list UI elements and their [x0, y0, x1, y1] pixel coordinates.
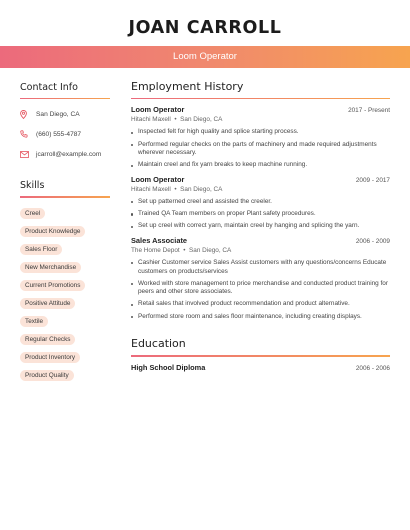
- contact-divider: [20, 98, 110, 99]
- skill-pill: Current Promotions: [20, 280, 85, 291]
- job-dates: 2006 - 2009: [355, 237, 390, 245]
- job-bullet: Maintain creel and fix yarn breaks to keep machine running.: [131, 161, 390, 170]
- job-title: Loom Operator: [131, 105, 185, 115]
- phone-icon: [20, 129, 36, 139]
- left-column: [20, 82, 110, 382]
- skill-pill: Product Inventory: [20, 352, 80, 363]
- location-text: San Diego, CA: [36, 110, 80, 118]
- skills-divider: [20, 196, 110, 197]
- skill-pill: Product Knowledge: [20, 226, 85, 237]
- education-list: [131, 363, 390, 372]
- job-bullet: Trained QA Team members on proper Plant safety procedures.: [131, 210, 390, 219]
- email-text[interactable]: jcarroll@example.com: [36, 150, 102, 158]
- envelope-icon: [20, 149, 36, 159]
- employment-divider: [131, 98, 390, 99]
- job-bullet: Inspected felt for high quality and splice starting process.: [131, 128, 390, 137]
- job-employer: [131, 186, 390, 193]
- phone-text: (660) 555-4787: [36, 130, 82, 138]
- job-bullets: [131, 198, 390, 231]
- skill-row: [20, 328, 110, 346]
- skill-row: [20, 202, 110, 220]
- job-header: [131, 105, 390, 114]
- job-bullet: Performed regular checks on the parts of machinery and made required adjustments wherever necessary.: [131, 141, 390, 158]
- job-entry: [131, 105, 390, 170]
- skill-pill: Regular Checks: [20, 334, 75, 345]
- job-employer: [131, 247, 390, 254]
- job-header: [131, 175, 390, 184]
- job-bullets: [131, 128, 390, 170]
- skill-row: [20, 220, 110, 238]
- job-location: San Diego, CA: [189, 246, 232, 254]
- job-bullet: Set up creel with correct yarn, maintain creel by hanging and splicing the yarn.: [131, 222, 390, 231]
- job-location: San Diego, CA: [180, 185, 223, 193]
- skills-heading: Skills: [20, 180, 45, 192]
- job-company: Hitachi Maxell: [131, 185, 171, 193]
- job-title: Sales Associate: [131, 235, 188, 245]
- job-bullet: Worked with store management to price merchandise and conducted product training for peers and other store associates.: [131, 280, 390, 297]
- job-title: Loom Operator: [131, 174, 185, 184]
- skill-pill: Product Quality: [20, 370, 74, 381]
- contact-location: [20, 109, 110, 119]
- skill-row: [20, 256, 110, 274]
- job-header: [131, 236, 390, 245]
- job-bullets: [131, 259, 390, 321]
- education-heading: Education: [131, 337, 186, 351]
- employment-heading: Employment History: [131, 80, 244, 93]
- job-entry: [131, 175, 390, 231]
- education-section: [131, 337, 390, 371]
- skill-row: [20, 292, 110, 310]
- skill-pill: New Merchandise: [20, 262, 81, 273]
- job-bullet: Retail sales that involved product recommendation and product alternative.: [131, 300, 390, 309]
- skill-row: [20, 346, 110, 364]
- job-company: Hitachi Maxell: [131, 116, 171, 124]
- skill-pill: Textile: [20, 316, 48, 327]
- skill-row: [20, 274, 110, 292]
- education-divider: [131, 355, 390, 356]
- job-dates: 2009 - 2017: [355, 176, 390, 184]
- skill-pill: Positive Attitude: [20, 298, 75, 309]
- skill-row: [20, 238, 110, 256]
- skills-list: [20, 202, 110, 382]
- job-title-banner: [0, 46, 410, 68]
- job-entry: [131, 236, 390, 321]
- contact-heading: Contact Info: [20, 82, 78, 93]
- job-location: San Diego, CA: [180, 116, 223, 124]
- job-company: The Home Depot: [131, 246, 180, 254]
- contact-email: [20, 149, 110, 159]
- job-bullet: Performed store room and sales floor maintenance, including creating displays.: [131, 313, 390, 322]
- employment-list: [131, 105, 390, 321]
- separator-dot: •: [170, 185, 181, 193]
- candidate-name: JOAN CARROLL: [128, 18, 282, 38]
- job-title-text: Loom Operator: [173, 51, 237, 62]
- skill-pill: Sales Floor: [20, 244, 62, 255]
- location-pin-icon: [20, 109, 36, 119]
- skills-section: [20, 180, 110, 381]
- education-dates: 2006 - 2006: [355, 364, 390, 372]
- separator-dot: •: [170, 116, 181, 124]
- education-degree: High School Diploma: [131, 362, 206, 372]
- right-column: [131, 80, 390, 372]
- job-dates: 2017 - Present: [348, 107, 390, 115]
- contact-phone: [20, 129, 110, 139]
- job-bullet: Set up patterned creel and assisted the creeler.: [131, 198, 390, 207]
- separator-dot: •: [179, 246, 190, 254]
- job-employer: [131, 116, 390, 123]
- skill-pill: Creel: [20, 208, 45, 219]
- education-entry: [131, 363, 390, 372]
- skill-row: [20, 310, 110, 328]
- job-bullet: Cashier Customer service Sales Assist customers with any questions/concerns Educate customers on products/services: [131, 259, 390, 276]
- skill-row: [20, 364, 110, 382]
